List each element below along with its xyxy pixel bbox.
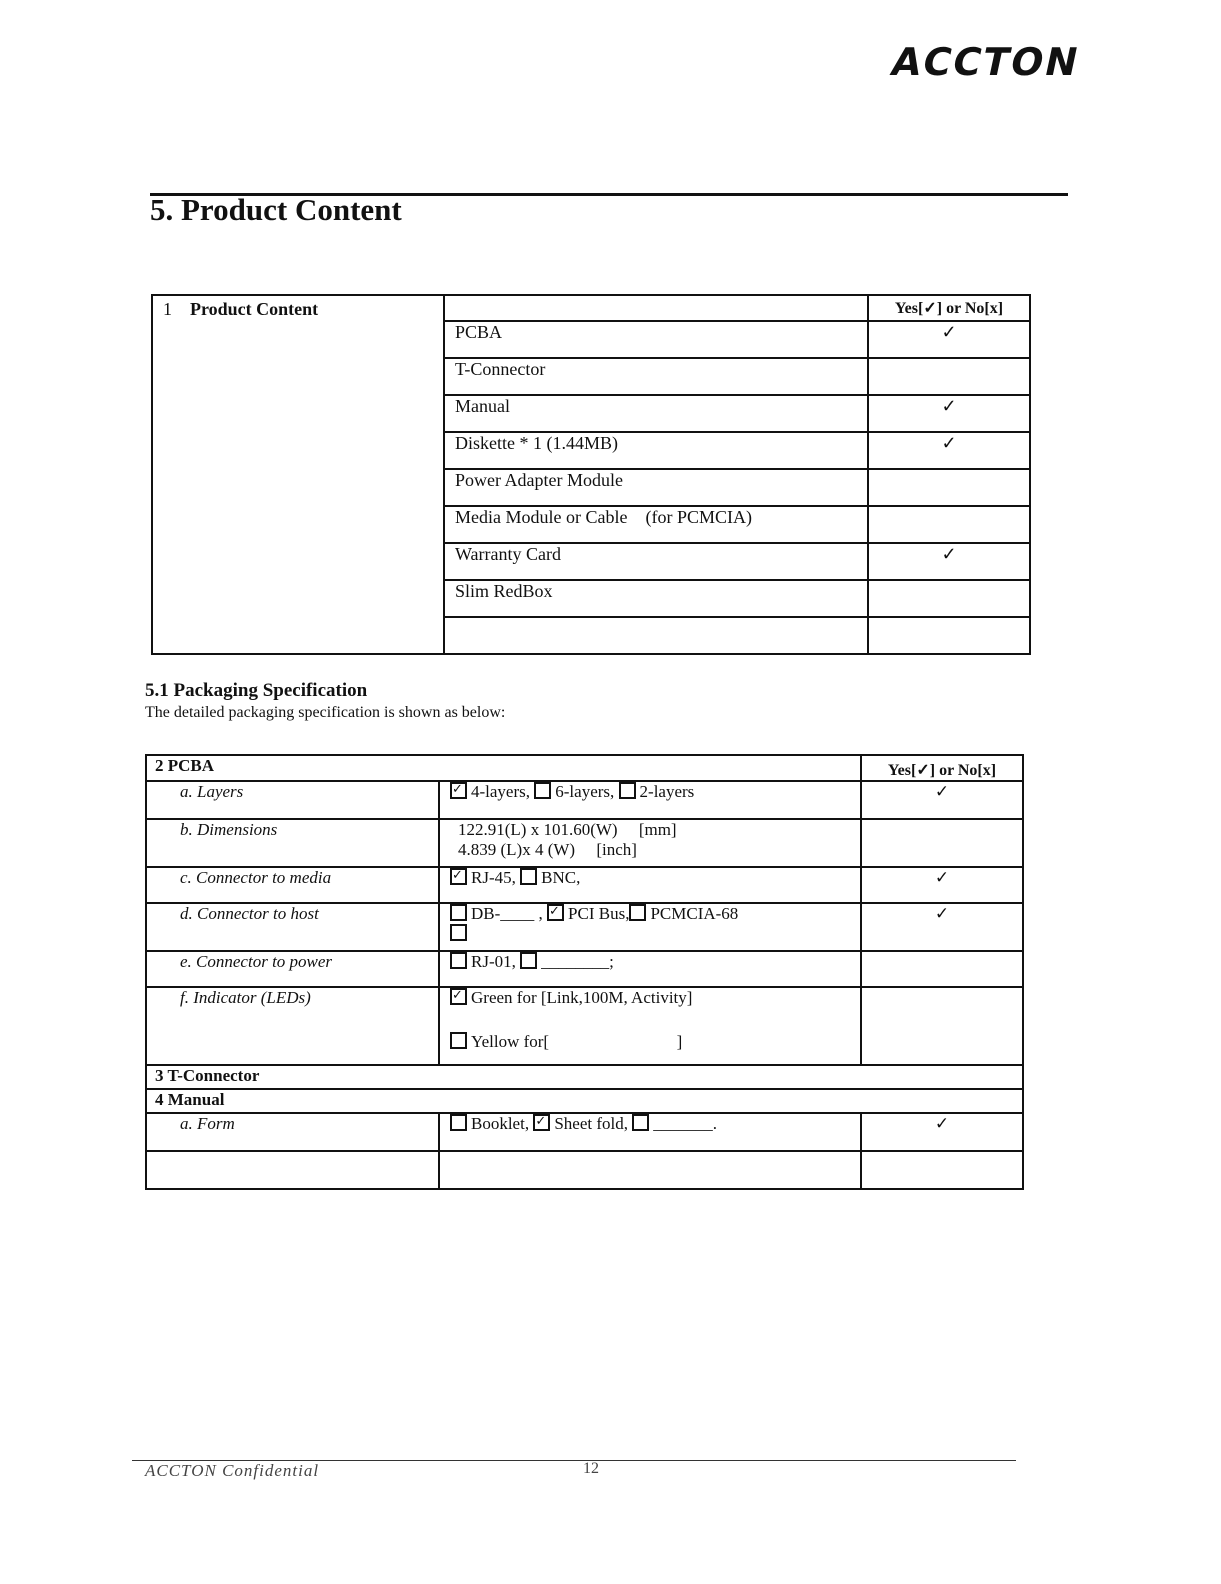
checkbox-checked[interactable] [450,782,467,799]
accton-logo: ACCTON [887,40,1084,84]
section-label: Product Content [190,299,319,319]
option-db: DB-____ , [471,904,543,923]
checkbox-checked[interactable] [547,904,564,921]
yes-mark [868,358,1030,395]
section-number: 1 [163,299,172,319]
yes-mark [868,617,1030,654]
item-label: Slim RedBox [444,580,868,617]
checkbox-empty[interactable] [450,904,467,921]
empty-cell [146,1151,439,1189]
checkbox-checked[interactable] [450,988,467,1005]
form-label: a. Form [146,1113,439,1151]
checkbox-empty[interactable] [450,952,467,969]
led-indicator-options [439,987,861,1065]
option-rj45: RJ-45, [471,868,516,887]
yes-mark: ✓ [868,395,1030,432]
item-label: Manual [444,395,868,432]
yes-mark: ✓ [861,1113,1023,1151]
yes-mark: ✓ [861,781,1023,819]
option-yellow-led: Yellow for[ ] [471,1032,683,1051]
yes-mark [861,951,1023,987]
checkbox-empty[interactable] [619,782,636,799]
power-connector-label: e. Connector to power [146,951,439,987]
checkbox-empty[interactable] [450,924,467,941]
form-options [439,1113,861,1151]
led-indicator-label: f. Indicator (LEDs) [146,987,439,1065]
table-row [146,903,1023,951]
table-row [146,1089,1023,1113]
dimensions-inch: 4.839 (L)x 4 (W) [inch] [458,840,637,859]
table-row [146,1151,1023,1189]
item-label: Diskette * 1 (1.44MB) [444,432,868,469]
item-label: T-Connector [444,358,868,395]
dimensions-label: b. Dimensions [146,819,439,867]
checkbox-checked[interactable] [450,868,467,885]
dimensions-mm: 122.91(L) x 101.60(W) [mm] [458,820,677,839]
checkbox-empty[interactable] [534,782,551,799]
option-pci-bus: PCI Bus, [568,904,630,923]
table-row [146,1113,1023,1151]
option-sheet-fold: Sheet fold, [554,1114,628,1133]
checkbox-empty[interactable] [450,1114,467,1131]
layers-label: a. Layers [146,781,439,819]
yes-mark [868,469,1030,506]
manual-section-label: 4 Manual [146,1089,1023,1113]
empty-cell [439,1151,861,1189]
item-label: Media Module or Cable (for PCMCIA) [444,506,868,543]
yes-mark: ✓ [868,543,1030,580]
table-row [146,867,1023,903]
item-label: Warranty Card [444,543,868,580]
checkbox-empty[interactable] [520,952,537,969]
yes-mark [861,987,1023,1065]
option-green-led: Green for [Link,100M, Activity] [471,988,693,1007]
checkbox-empty[interactable] [450,1032,467,1049]
table-row [146,951,1023,987]
packaging-heading: 5.1 Packaging Specification [145,680,368,701]
page-number: 12 [583,1460,599,1477]
table-row [146,781,1023,819]
item-label [444,617,868,654]
option-booklet: Booklet, [471,1114,530,1133]
packaging-subheading: The detailed packaging specification is shown as below: [145,704,506,721]
product-content-table [151,294,1031,655]
dimensions-values [439,819,861,867]
table-row [152,295,1030,321]
page-title: 5. Product Content [150,192,402,227]
empty-cell [861,1151,1023,1189]
yes-mark [868,580,1030,617]
item-label: PCBA [444,321,868,358]
footer-confidential: ACCTON Confidential [145,1461,320,1480]
option-4-layers: 4-layers, [471,782,531,801]
packaging-table [145,754,1024,1190]
option-blank: _______. [653,1114,717,1133]
pcba-section-label: 2 PCBA [146,755,861,781]
option-rj01: RJ-01, [471,952,516,971]
layers-options [439,781,861,819]
yes-mark: ✓ [868,321,1030,358]
option-blank: ________; [541,952,614,971]
yes-mark [868,506,1030,543]
yes-no-header: Yes[✓] or No[x] [868,295,1030,321]
option-pcmcia: PCMCIA-68 [650,904,739,923]
table-row [146,819,1023,867]
header-empty-cell [444,295,868,321]
checkbox-checked[interactable] [533,1114,550,1131]
yes-mark: ✓ [861,903,1023,951]
media-connector-options [439,867,861,903]
table-row [146,987,1023,1065]
item-label: Power Adapter Module [444,469,868,506]
media-connector-label: c. Connector to media [146,867,439,903]
option-bnc: BNC, [541,868,581,887]
power-connector-options [439,951,861,987]
yes-no-header: Yes[✓] or No[x] [861,755,1023,781]
host-connector-options [439,903,861,951]
yes-mark: ✓ [861,867,1023,903]
checkbox-empty[interactable] [632,1114,649,1131]
option-6-layers: 6-layers, [555,782,615,801]
checkbox-empty[interactable] [629,904,646,921]
host-connector-label: d. Connector to host [146,903,439,951]
table-row [146,755,1023,781]
checkbox-empty[interactable] [520,868,537,885]
table-row [146,1065,1023,1089]
yes-mark [861,819,1023,867]
t-connector-section-label: 3 T-Connector [146,1065,1023,1089]
yes-mark: ✓ [868,432,1030,469]
section-label-cell [152,295,444,654]
option-2-layers: 2-layers [639,782,695,801]
